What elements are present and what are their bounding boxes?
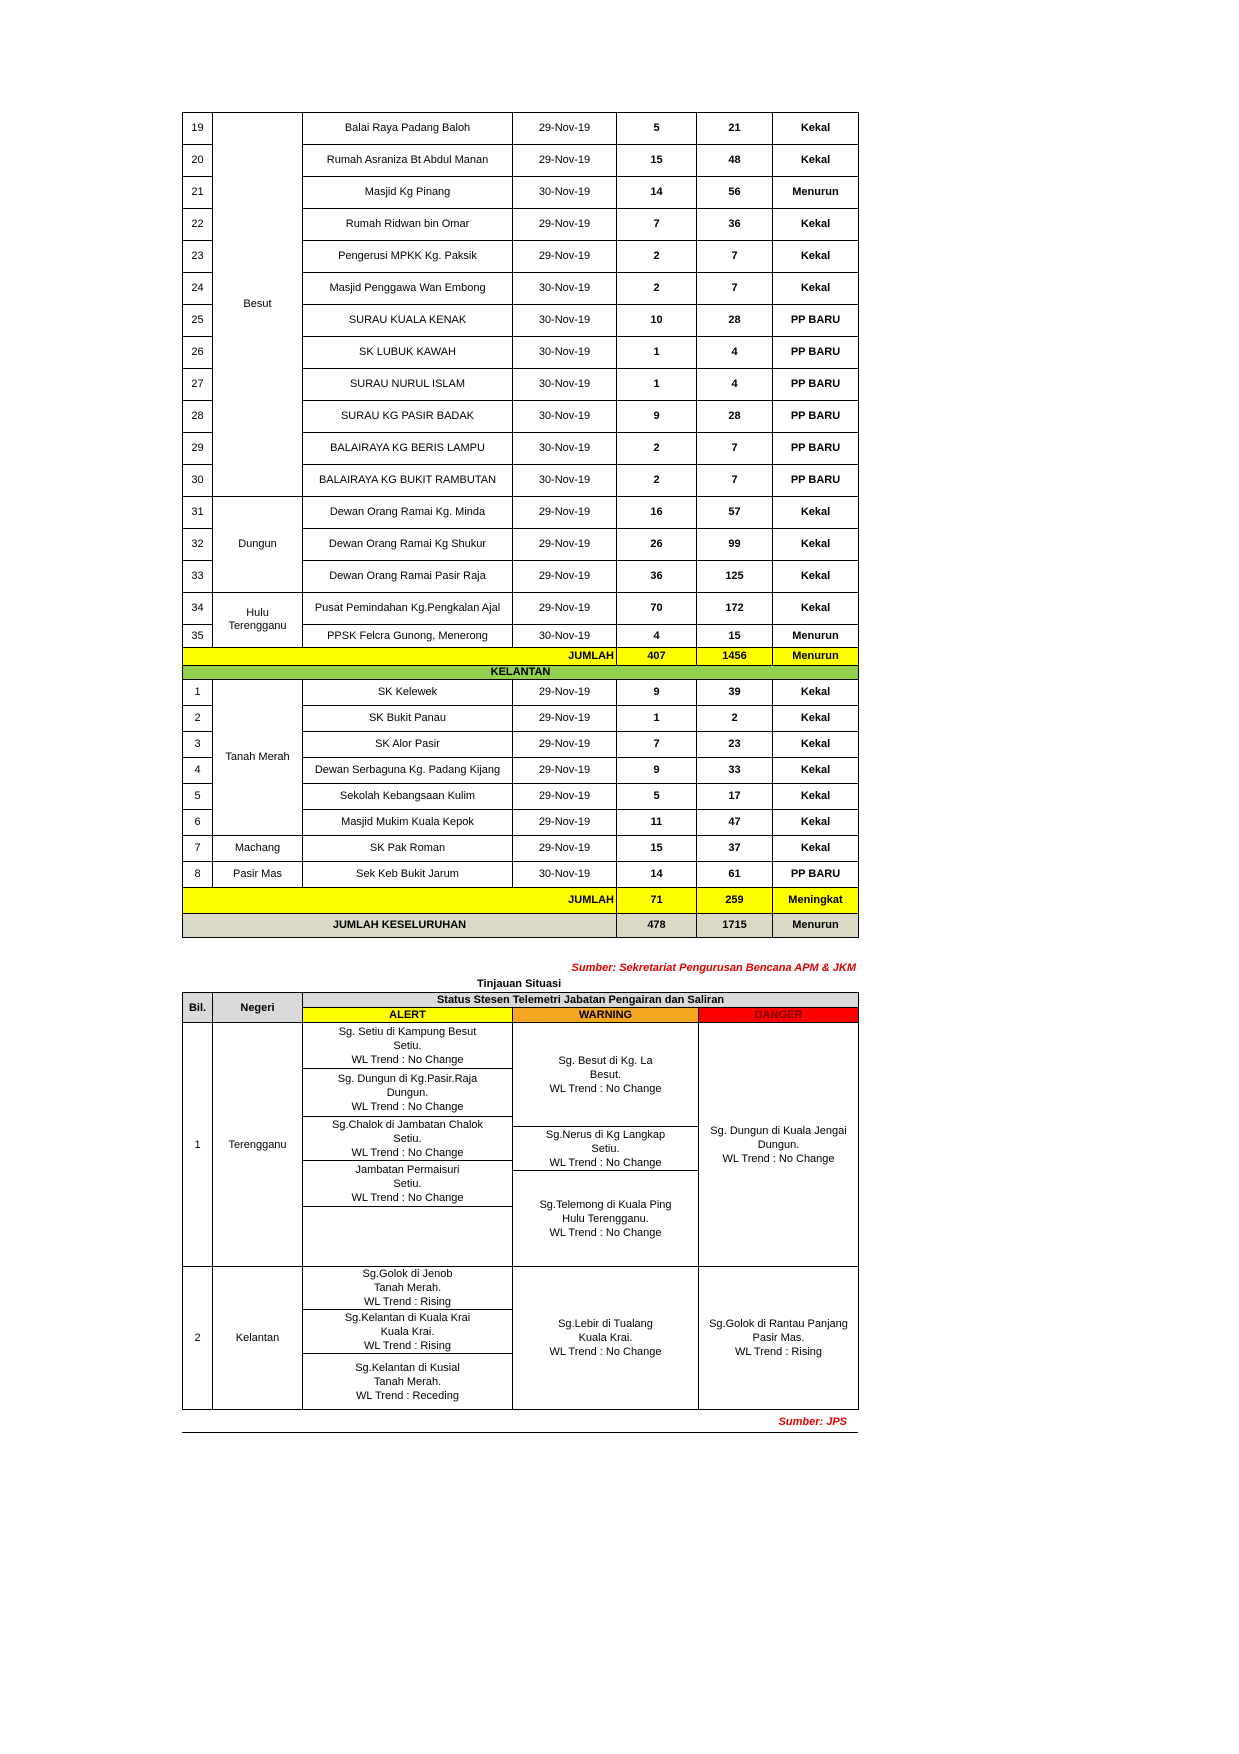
status-value: Kekal bbox=[773, 836, 859, 862]
evacuation-centre-name: Rumah Asraniza Bt Abdul Manan bbox=[303, 145, 513, 177]
families-count: 2 bbox=[617, 273, 697, 305]
table-row bbox=[183, 862, 859, 888]
date-opened: 30-Nov-19 bbox=[513, 401, 617, 433]
evacuation-centre-name: SK Pak Roman bbox=[303, 836, 513, 862]
row-number: 31 bbox=[183, 497, 213, 529]
families-count: 2 bbox=[617, 241, 697, 273]
warning-station: Sg.Telemong di Kuala Ping Hulu Terengganu. WL Trend : No Change bbox=[539, 1198, 672, 1239]
victims-count: 23 bbox=[697, 732, 773, 758]
families-count: 11 bbox=[617, 810, 697, 836]
grand-total-families: 478 bbox=[617, 914, 697, 938]
families-count: 15 bbox=[617, 836, 697, 862]
date-opened: 29-Nov-19 bbox=[513, 529, 617, 561]
status-value: Kekal bbox=[773, 706, 859, 732]
header-warning: WARNING bbox=[513, 1008, 699, 1023]
evacuation-centre-name: SURAU KUALA KENAK bbox=[303, 305, 513, 337]
victims-count: 17 bbox=[697, 784, 773, 810]
evacuation-centre-name: Sekolah Kebangsaan Kulim bbox=[303, 784, 513, 810]
victims-count: 7 bbox=[697, 241, 773, 273]
families-count: 5 bbox=[617, 113, 697, 145]
grand-total-label: JUMLAH KESELURUHAN bbox=[183, 914, 617, 938]
victims-count: 4 bbox=[697, 337, 773, 369]
victims-count: 99 bbox=[697, 529, 773, 561]
evacuation-centre-name: Masjid Mukim Kuala Kepok bbox=[303, 810, 513, 836]
victims-count: 33 bbox=[697, 758, 773, 784]
row-number: 33 bbox=[183, 561, 213, 593]
header-alert: ALERT bbox=[303, 1008, 513, 1023]
victims-count: 37 bbox=[697, 836, 773, 862]
row-number: 22 bbox=[183, 209, 213, 241]
bil-kelantan: 2 bbox=[183, 1267, 213, 1410]
families-count: 9 bbox=[617, 758, 697, 784]
families-count: 4 bbox=[617, 625, 697, 648]
row-number: 4 bbox=[183, 758, 213, 784]
row-number: 35 bbox=[183, 625, 213, 648]
row-number: 27 bbox=[183, 369, 213, 401]
status-value: Kekal bbox=[773, 209, 859, 241]
date-opened: 30-Nov-19 bbox=[513, 625, 617, 648]
district-name: Tanah Merah bbox=[213, 680, 303, 836]
victims-count: 56 bbox=[697, 177, 773, 209]
total-families: 71 bbox=[617, 888, 697, 914]
row-number: 23 bbox=[183, 241, 213, 273]
total-families: 407 bbox=[617, 648, 697, 666]
alert-station: Sg.Chalok di Jambatan Chalok Setiu. WL Trend : No Change bbox=[303, 1117, 512, 1161]
status-value: PP BARU bbox=[773, 465, 859, 497]
row-number: 2 bbox=[183, 706, 213, 732]
families-count: 1 bbox=[617, 369, 697, 401]
date-opened: 30-Nov-19 bbox=[513, 273, 617, 305]
victims-count: 7 bbox=[697, 465, 773, 497]
date-opened: 29-Nov-19 bbox=[513, 680, 617, 706]
row-number: 1 bbox=[183, 680, 213, 706]
row-number: 28 bbox=[183, 401, 213, 433]
families-count: 10 bbox=[617, 305, 697, 337]
grand-total-status: Menurun bbox=[773, 914, 859, 938]
alert-station-empty bbox=[303, 1207, 512, 1266]
families-count: 7 bbox=[617, 732, 697, 758]
header-negeri: Negeri bbox=[213, 993, 303, 1023]
table-row bbox=[183, 497, 859, 529]
total-status: Menurun bbox=[773, 648, 859, 666]
status-value: Kekal bbox=[773, 593, 859, 625]
row-number: 34 bbox=[183, 593, 213, 625]
status-value: Kekal bbox=[773, 113, 859, 145]
status-value: Menurun bbox=[773, 625, 859, 648]
table-row bbox=[183, 113, 859, 145]
alert-stations-kelantan bbox=[303, 1267, 512, 1409]
alert-station: Sg. Setiu di Kampung Besut Setiu. WL Trend : No Change bbox=[303, 1023, 512, 1069]
families-count: 36 bbox=[617, 561, 697, 593]
families-count: 9 bbox=[617, 401, 697, 433]
row-number: 3 bbox=[183, 732, 213, 758]
row-number: 32 bbox=[183, 529, 213, 561]
evacuation-centre-name: BALAIRAYA KG BERIS LAMPU bbox=[303, 433, 513, 465]
source-note-jps: Sumber: JPS bbox=[778, 1416, 847, 1428]
table-row bbox=[183, 680, 859, 706]
row-number: 20 bbox=[183, 145, 213, 177]
table-row bbox=[183, 593, 859, 625]
header-bil: Bil. bbox=[183, 993, 213, 1023]
date-opened: 29-Nov-19 bbox=[513, 836, 617, 862]
table-row bbox=[183, 836, 859, 862]
families-count: 1 bbox=[617, 706, 697, 732]
total-status: Meningkat bbox=[773, 888, 859, 914]
evacuation-centre-name: Rumah Ridwan bin Omar bbox=[303, 209, 513, 241]
situation-title: Tinjauan Situasi bbox=[477, 978, 562, 990]
families-count: 7 bbox=[617, 209, 697, 241]
row-number: 26 bbox=[183, 337, 213, 369]
evacuation-centre-name: SK Kelewek bbox=[303, 680, 513, 706]
total-victims: 259 bbox=[697, 888, 773, 914]
families-count: 1 bbox=[617, 337, 697, 369]
row-number: 19 bbox=[183, 113, 213, 145]
district-name: Hulu Terengganu bbox=[213, 593, 303, 648]
row-number: 25 bbox=[183, 305, 213, 337]
evacuation-centre-name: Dewan Orang Ramai Kg Shukur bbox=[303, 529, 513, 561]
header-status-telemetri: Status Stesen Telemetri Jabatan Pengairan dan Saliran bbox=[303, 993, 859, 1008]
status-value: Kekal bbox=[773, 680, 859, 706]
status-value: Kekal bbox=[773, 241, 859, 273]
families-count: 16 bbox=[617, 497, 697, 529]
date-opened: 30-Nov-19 bbox=[513, 177, 617, 209]
total-label: JUMLAH bbox=[183, 648, 617, 666]
evacuation-centre-name: Dewan Orang Ramai Pasir Raja bbox=[303, 561, 513, 593]
status-value: Kekal bbox=[773, 273, 859, 305]
date-opened: 30-Nov-19 bbox=[513, 337, 617, 369]
state-header-kelantan: KELANTAN bbox=[183, 666, 859, 680]
victims-count: 7 bbox=[697, 273, 773, 305]
bil-terengganu: 1 bbox=[183, 1023, 213, 1267]
families-count: 14 bbox=[617, 862, 697, 888]
families-count: 26 bbox=[617, 529, 697, 561]
status-value: PP BARU bbox=[773, 401, 859, 433]
date-opened: 30-Nov-19 bbox=[513, 369, 617, 401]
row-number: 24 bbox=[183, 273, 213, 305]
status-value: PP BARU bbox=[773, 305, 859, 337]
victims-count: 125 bbox=[697, 561, 773, 593]
victims-count: 172 bbox=[697, 593, 773, 625]
alert-station: Jambatan Permaisuri Setiu. WL Trend : No Change bbox=[303, 1161, 512, 1207]
evacuation-centre-name: SURAU KG PASIR BADAK bbox=[303, 401, 513, 433]
row-number: 8 bbox=[183, 862, 213, 888]
grand-total-victims: 1715 bbox=[697, 914, 773, 938]
grand-total-row bbox=[183, 914, 859, 938]
status-value: Kekal bbox=[773, 732, 859, 758]
danger-station-terengganu: Sg. Dungun di Kuala Jengai Dungun. WL Trend : No Change bbox=[699, 1023, 859, 1267]
alert-station: Sg.Golok di Jenob Tanah Merah. WL Trend : Rising bbox=[303, 1267, 512, 1310]
warning-station-kelantan: Sg.Lebir di Tualang Kuala Krai. WL Trend : No Change bbox=[513, 1267, 699, 1410]
total-label: JUMLAH bbox=[183, 888, 617, 914]
status-value: PP BARU bbox=[773, 337, 859, 369]
warning-stations-terengganu bbox=[513, 1023, 698, 1266]
evacuation-centre-name: Pusat Pemindahan Kg.Pengkalan Ajal bbox=[303, 593, 513, 625]
families-count: 14 bbox=[617, 177, 697, 209]
row-number: 21 bbox=[183, 177, 213, 209]
total-row bbox=[183, 648, 859, 666]
victims-count: 4 bbox=[697, 369, 773, 401]
evacuation-centre-name: Dewan Serbaguna Kg. Padang Kijang bbox=[303, 758, 513, 784]
telemetry-status-table bbox=[182, 992, 859, 1410]
families-count: 2 bbox=[617, 465, 697, 497]
victims-count: 7 bbox=[697, 433, 773, 465]
evacuation-centre-name: BALAIRAYA KG BUKIT RAMBUTAN bbox=[303, 465, 513, 497]
status-value: PP BARU bbox=[773, 433, 859, 465]
status-value: PP BARU bbox=[773, 369, 859, 401]
warning-station: Sg. Besut di Kg. La Besut. WL Trend : No Change bbox=[513, 1023, 698, 1127]
evacuation-centre-table bbox=[182, 112, 859, 938]
district-name: Besut bbox=[213, 113, 303, 497]
families-count: 9 bbox=[617, 680, 697, 706]
victims-count: 21 bbox=[697, 113, 773, 145]
families-count: 70 bbox=[617, 593, 697, 625]
header-danger: DANGER bbox=[699, 1008, 859, 1023]
district-name: Pasir Mas bbox=[213, 862, 303, 888]
status-value: Menurun bbox=[773, 177, 859, 209]
victims-count: 48 bbox=[697, 145, 773, 177]
source-note-apm-jkm: Sumber: Sekretariat Pengurusan Bencana APM & JKM bbox=[571, 962, 856, 974]
alert-station: Sg.Kelantan di Kuala Krai Kuala Krai. WL Trend : Rising bbox=[303, 1310, 512, 1354]
date-opened: 30-Nov-19 bbox=[513, 433, 617, 465]
district-name: Machang bbox=[213, 836, 303, 862]
date-opened: 29-Nov-19 bbox=[513, 732, 617, 758]
evacuation-centre-name: Balai Raya Padang Baloh bbox=[303, 113, 513, 145]
evacuation-centre-name: Pengerusi MPKK Kg. Paksik bbox=[303, 241, 513, 273]
evacuation-centre-name: Masjid Penggawa Wan Embong bbox=[303, 273, 513, 305]
danger-station-kelantan: Sg.Golok di Rantau Panjang Pasir Mas. WL Trend : Rising bbox=[699, 1267, 859, 1410]
status-value: Kekal bbox=[773, 529, 859, 561]
victims-count: 57 bbox=[697, 497, 773, 529]
date-opened: 29-Nov-19 bbox=[513, 784, 617, 810]
victims-count: 15 bbox=[697, 625, 773, 648]
date-opened: 30-Nov-19 bbox=[513, 305, 617, 337]
row-number: 30 bbox=[183, 465, 213, 497]
victims-count: 28 bbox=[697, 401, 773, 433]
status-value: Kekal bbox=[773, 497, 859, 529]
families-count: 5 bbox=[617, 784, 697, 810]
bottom-divider bbox=[182, 1432, 858, 1433]
date-opened: 29-Nov-19 bbox=[513, 561, 617, 593]
evacuation-centre-name: SURAU NURUL ISLAM bbox=[303, 369, 513, 401]
status-value: PP BARU bbox=[773, 862, 859, 888]
status-value: Kekal bbox=[773, 758, 859, 784]
date-opened: 29-Nov-19 bbox=[513, 593, 617, 625]
date-opened: 29-Nov-19 bbox=[513, 241, 617, 273]
date-opened: 30-Nov-19 bbox=[513, 862, 617, 888]
victims-count: 61 bbox=[697, 862, 773, 888]
negeri-kelantan: Kelantan bbox=[213, 1267, 303, 1410]
evacuation-centre-name: Masjid Kg Pinang bbox=[303, 177, 513, 209]
row-number: 7 bbox=[183, 836, 213, 862]
families-count: 15 bbox=[617, 145, 697, 177]
warning-station: Sg.Nerus di Kg Langkap Setiu. WL Trend : No Change bbox=[513, 1127, 698, 1171]
victims-count: 28 bbox=[697, 305, 773, 337]
row-number: 29 bbox=[183, 433, 213, 465]
date-opened: 29-Nov-19 bbox=[513, 758, 617, 784]
evacuation-centre-name: Dewan Orang Ramai Kg. Minda bbox=[303, 497, 513, 529]
total-victims: 1456 bbox=[697, 648, 773, 666]
date-opened: 29-Nov-19 bbox=[513, 497, 617, 529]
date-opened: 30-Nov-19 bbox=[513, 465, 617, 497]
status-value: Kekal bbox=[773, 810, 859, 836]
victims-count: 47 bbox=[697, 810, 773, 836]
date-opened: 29-Nov-19 bbox=[513, 145, 617, 177]
victims-count: 2 bbox=[697, 706, 773, 732]
victims-count: 39 bbox=[697, 680, 773, 706]
evacuation-centre-name: PPSK Felcra Gunong, Menerong bbox=[303, 625, 513, 648]
evacuation-centre-name: SK LUBUK KAWAH bbox=[303, 337, 513, 369]
alert-station: Sg. Dungun di Kg.Pasir.Raja Dungun. WL Trend : No Change bbox=[303, 1069, 512, 1117]
victims-count: 36 bbox=[697, 209, 773, 241]
date-opened: 29-Nov-19 bbox=[513, 113, 617, 145]
date-opened: 29-Nov-19 bbox=[513, 209, 617, 241]
status-value: Kekal bbox=[773, 145, 859, 177]
row-number: 5 bbox=[183, 784, 213, 810]
evacuation-centre-name: SK Alor Pasir bbox=[303, 732, 513, 758]
total-row bbox=[183, 888, 859, 914]
status-value: Kekal bbox=[773, 561, 859, 593]
negeri-terengganu: Terengganu bbox=[213, 1023, 303, 1267]
families-count: 2 bbox=[617, 433, 697, 465]
district-name: Dungun bbox=[213, 497, 303, 593]
date-opened: 29-Nov-19 bbox=[513, 706, 617, 732]
status-value: Kekal bbox=[773, 784, 859, 810]
date-opened: 29-Nov-19 bbox=[513, 810, 617, 836]
evacuation-centre-name: SK Bukit Panau bbox=[303, 706, 513, 732]
row-number: 6 bbox=[183, 810, 213, 836]
alert-stations-terengganu bbox=[303, 1023, 512, 1266]
state-header-row bbox=[183, 666, 859, 680]
evacuation-centre-name: Sek Keb Bukit Jarum bbox=[303, 862, 513, 888]
alert-station: Sg.Kelantan di Kusial Tanah Merah. WL Trend : Receding bbox=[355, 1361, 460, 1402]
